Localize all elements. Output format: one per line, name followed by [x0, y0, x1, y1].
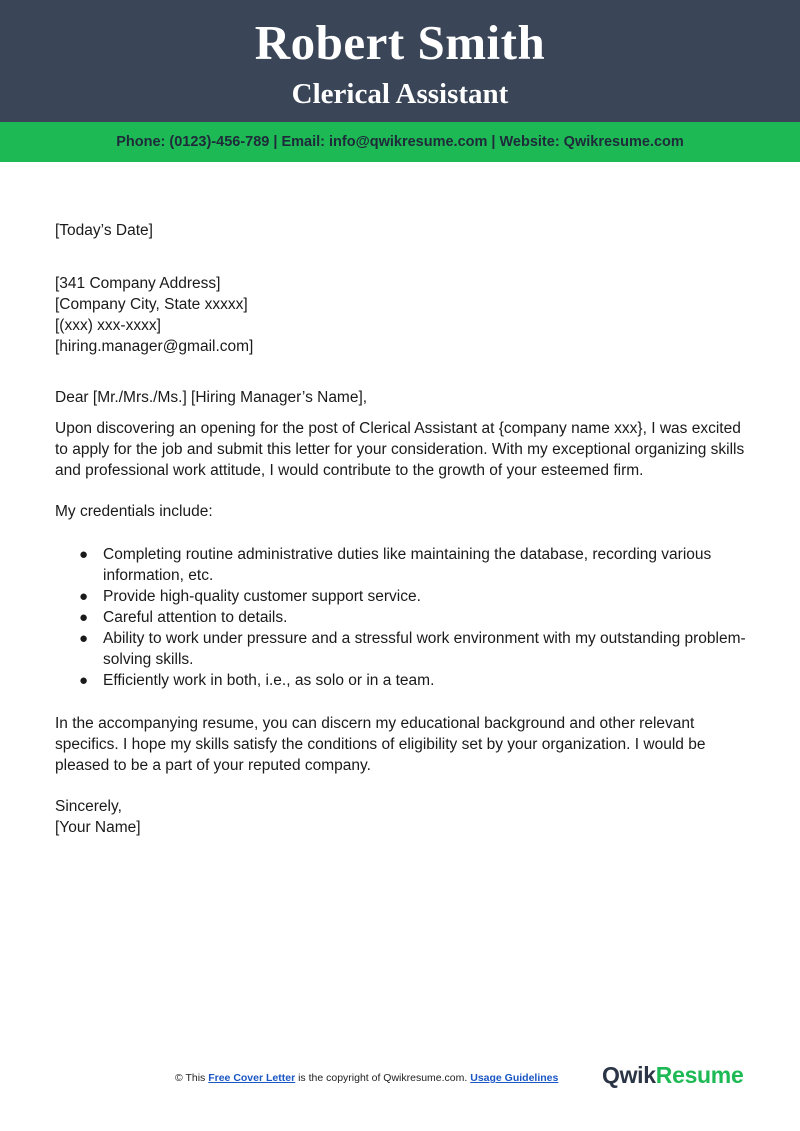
- page-footer: [0, 1060, 800, 1096]
- letter-body: [55, 220, 755, 838]
- logo-text-qwik: Qwik: [602, 1062, 656, 1088]
- copyright-middle: is the copyright of Qwikresume.com.: [295, 1072, 471, 1084]
- bullet-icon: ●: [79, 588, 89, 605]
- qwikresume-logo[interactable]: [602, 1062, 743, 1089]
- list-item: [79, 670, 755, 691]
- contact-bar: [0, 122, 800, 162]
- logo-text-resume: Resume: [655, 1062, 744, 1088]
- free-cover-letter-link[interactable]: Free Cover Letter: [208, 1072, 296, 1084]
- intro-paragraph: Upon discovering an opening for the post of Clerical Assistant at {company name xxx}, I was excited to apply for the job and submit this letter for your consideration. With my exceptional organizing skills and professional work attitude, I would contribute to the growth of your esteemed firm.: [55, 420, 745, 479]
- applicant-name: Robert Smith: [254, 15, 546, 70]
- salutation: Dear [Mr./Mrs./Ms.] [Hiring Manager’s Name],: [55, 389, 368, 406]
- letter-header: [0, 0, 800, 122]
- list-item: [79, 607, 755, 628]
- contact-info: Phone: (0123)-456-789 | Email: info@qwikresume.com | Website: Qwikresume.com: [116, 134, 684, 150]
- credential-text: Provide high-quality customer support service.: [103, 588, 421, 605]
- applicant-role: Clerical Assistant: [291, 78, 509, 110]
- address-line: [Company City, State xxxxx]: [55, 296, 248, 313]
- copyright-prefix: © This: [175, 1072, 209, 1084]
- bullet-icon: ●: [79, 609, 89, 626]
- list-item: [79, 628, 755, 670]
- credential-text: Completing routine administrative duties like maintaining the database, recording various information, etc.: [103, 546, 712, 584]
- signoff-block: [55, 796, 755, 838]
- signoff: Sincerely,: [55, 798, 122, 815]
- credential-text: Careful attention to details.: [103, 609, 288, 626]
- bullet-icon: ●: [79, 546, 89, 563]
- letter-date: [Today’s Date]: [55, 222, 153, 239]
- recipient-address: [55, 273, 755, 357]
- list-item: [79, 544, 755, 586]
- address-line: [341 Company Address]: [55, 275, 221, 292]
- credentials-list: [79, 544, 755, 691]
- credential-text: Ability to work under pressure and a stressful work environment with my outstanding problem-solving skills.: [103, 630, 746, 668]
- usage-guidelines-link[interactable]: Usage Guidelines: [470, 1072, 559, 1084]
- closing-paragraph: In the accompanying resume, you can discern my educational background and other relevant specifics. I hope my skills satisfy the conditions of eligibility set by your organization. I would be pleased to be a part of your reputed company.: [55, 715, 706, 774]
- credentials-intro: My credentials include:: [55, 503, 213, 520]
- copyright-notice: [175, 1072, 558, 1084]
- credential-text: Efficiently work in both, i.e., as solo or in a team.: [103, 672, 435, 689]
- bullet-icon: ●: [79, 630, 89, 647]
- bullet-icon: ●: [79, 672, 89, 689]
- address-line: [hiring.manager@gmail.com]: [55, 338, 254, 355]
- list-item: [79, 586, 755, 607]
- address-line: [(xxx) xxx-xxxx]: [55, 317, 161, 334]
- signature: [Your Name]: [55, 819, 141, 836]
